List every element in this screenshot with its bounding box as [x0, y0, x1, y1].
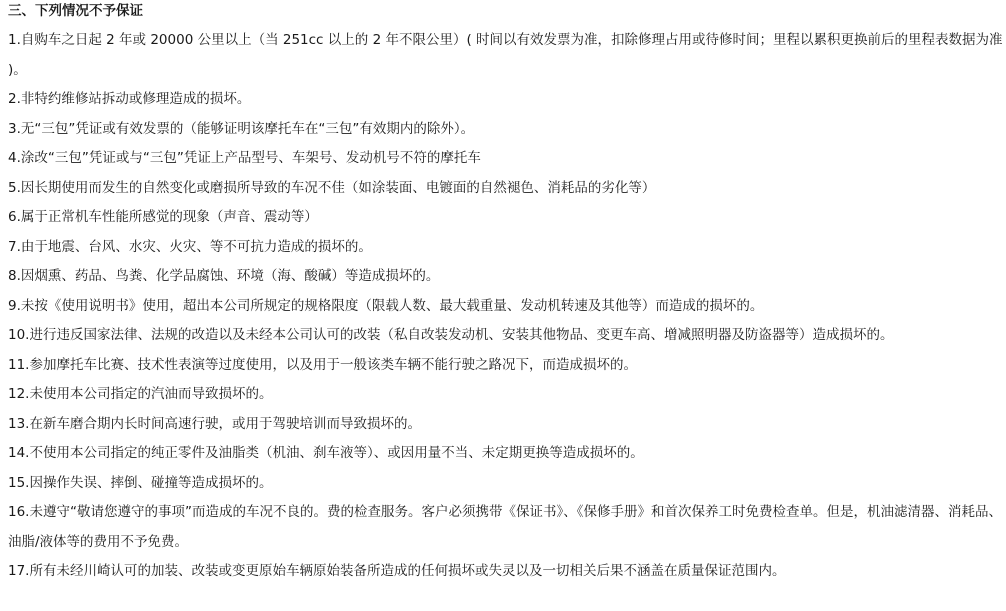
- list-item-16: 16.未遵守“敬请您遵守的事项”而造成的车况不良的。费的检查服务。客户必须携带《保证书》、《保修手册》和首次保养工时免费检查单。但是，机油滤清器、消耗品、油脂/液体等的费用不予免费。: [8, 504, 1002, 550]
- list-item-3: 3.无“三包”凭证或有效发票的（能够证明该摩托车在“三包”有效期内的除外）。: [8, 120, 475, 137]
- list-item-13: 13.在新车磨合期内长时间高速行驶，或用于驾驶培训而导致损坏的。: [8, 415, 421, 432]
- list-item-11: 11.参加摩托车比赛、技术性表演等过度使用，以及用于一般该类车辆不能行驶之路况下，而造成损坏的。: [8, 356, 637, 373]
- list-item-5: 5.因长期使用而发生的自然变化或磨损所导致的车况不佳（如涂装面、电镀面的自然褪色、消耗品的劣化等）: [8, 179, 656, 196]
- list-item-8: 8.因烟熏、药品、鸟粪、化学品腐蚀、环境（海、酸碱）等造成损坏的。: [8, 268, 440, 284]
- list-item-6: 6.属于正常机车性能所感觉的现象（声音、震动等）: [8, 209, 318, 225]
- list-item-17: 17.所有未经川崎认可的加装、改装或变更原始车辆原始装备所造成的任何损坏或失灵以及一切相关后果不涵盖在质量保证范围内。: [8, 563, 786, 579]
- section-heading: 三、下列情况不予保证: [8, 3, 143, 19]
- list-item-9: 9.未按《使用说明书》使用，超出本公司所规定的规格限度（限载人数、最大载重量、发动机转速及其他等）而造成的损坏的。: [8, 297, 764, 314]
- list-item-7: 7.由于地震、台风、水灾、火灾、等不可抗力造成的损坏的。: [8, 238, 372, 255]
- list-item-14: 14.不使用本公司指定的纯正零件及油脂类（机油、刹车液等）、或因用量不当、未定期更换等造成损坏的。: [8, 445, 644, 461]
- list-item-2: 2.非特约维修站拆动或修理造成的损坏。: [8, 91, 251, 107]
- list-item-10: 10.进行违反国家法律、法规的改造以及未经本公司认可的改装（私自改装发动机、安装其他物品、变更车高、增减照明器及防盗器等）造成损坏的。: [8, 327, 894, 343]
- list-item-1: 1.自购车之日起 2 年或 20000 公里以上（当 251cc 以上的 2 年不限公里）( 时间以有效发票为准，扣除修理占用或待修时间；里程以累积更换前后的里程表数据为准 )。: [8, 32, 1003, 78]
- list-item-4: 4.涂改“三包”凭证或与“三包”凭证上产品型号、车架号、发动机号不符的摩托车: [8, 150, 481, 166]
- list-item-12: 12.未使用本公司指定的汽油而导致损坏的。: [8, 386, 273, 402]
- list-item-15: 15.因操作失误、摔倒、碰撞等造成损坏的。: [8, 474, 273, 491]
